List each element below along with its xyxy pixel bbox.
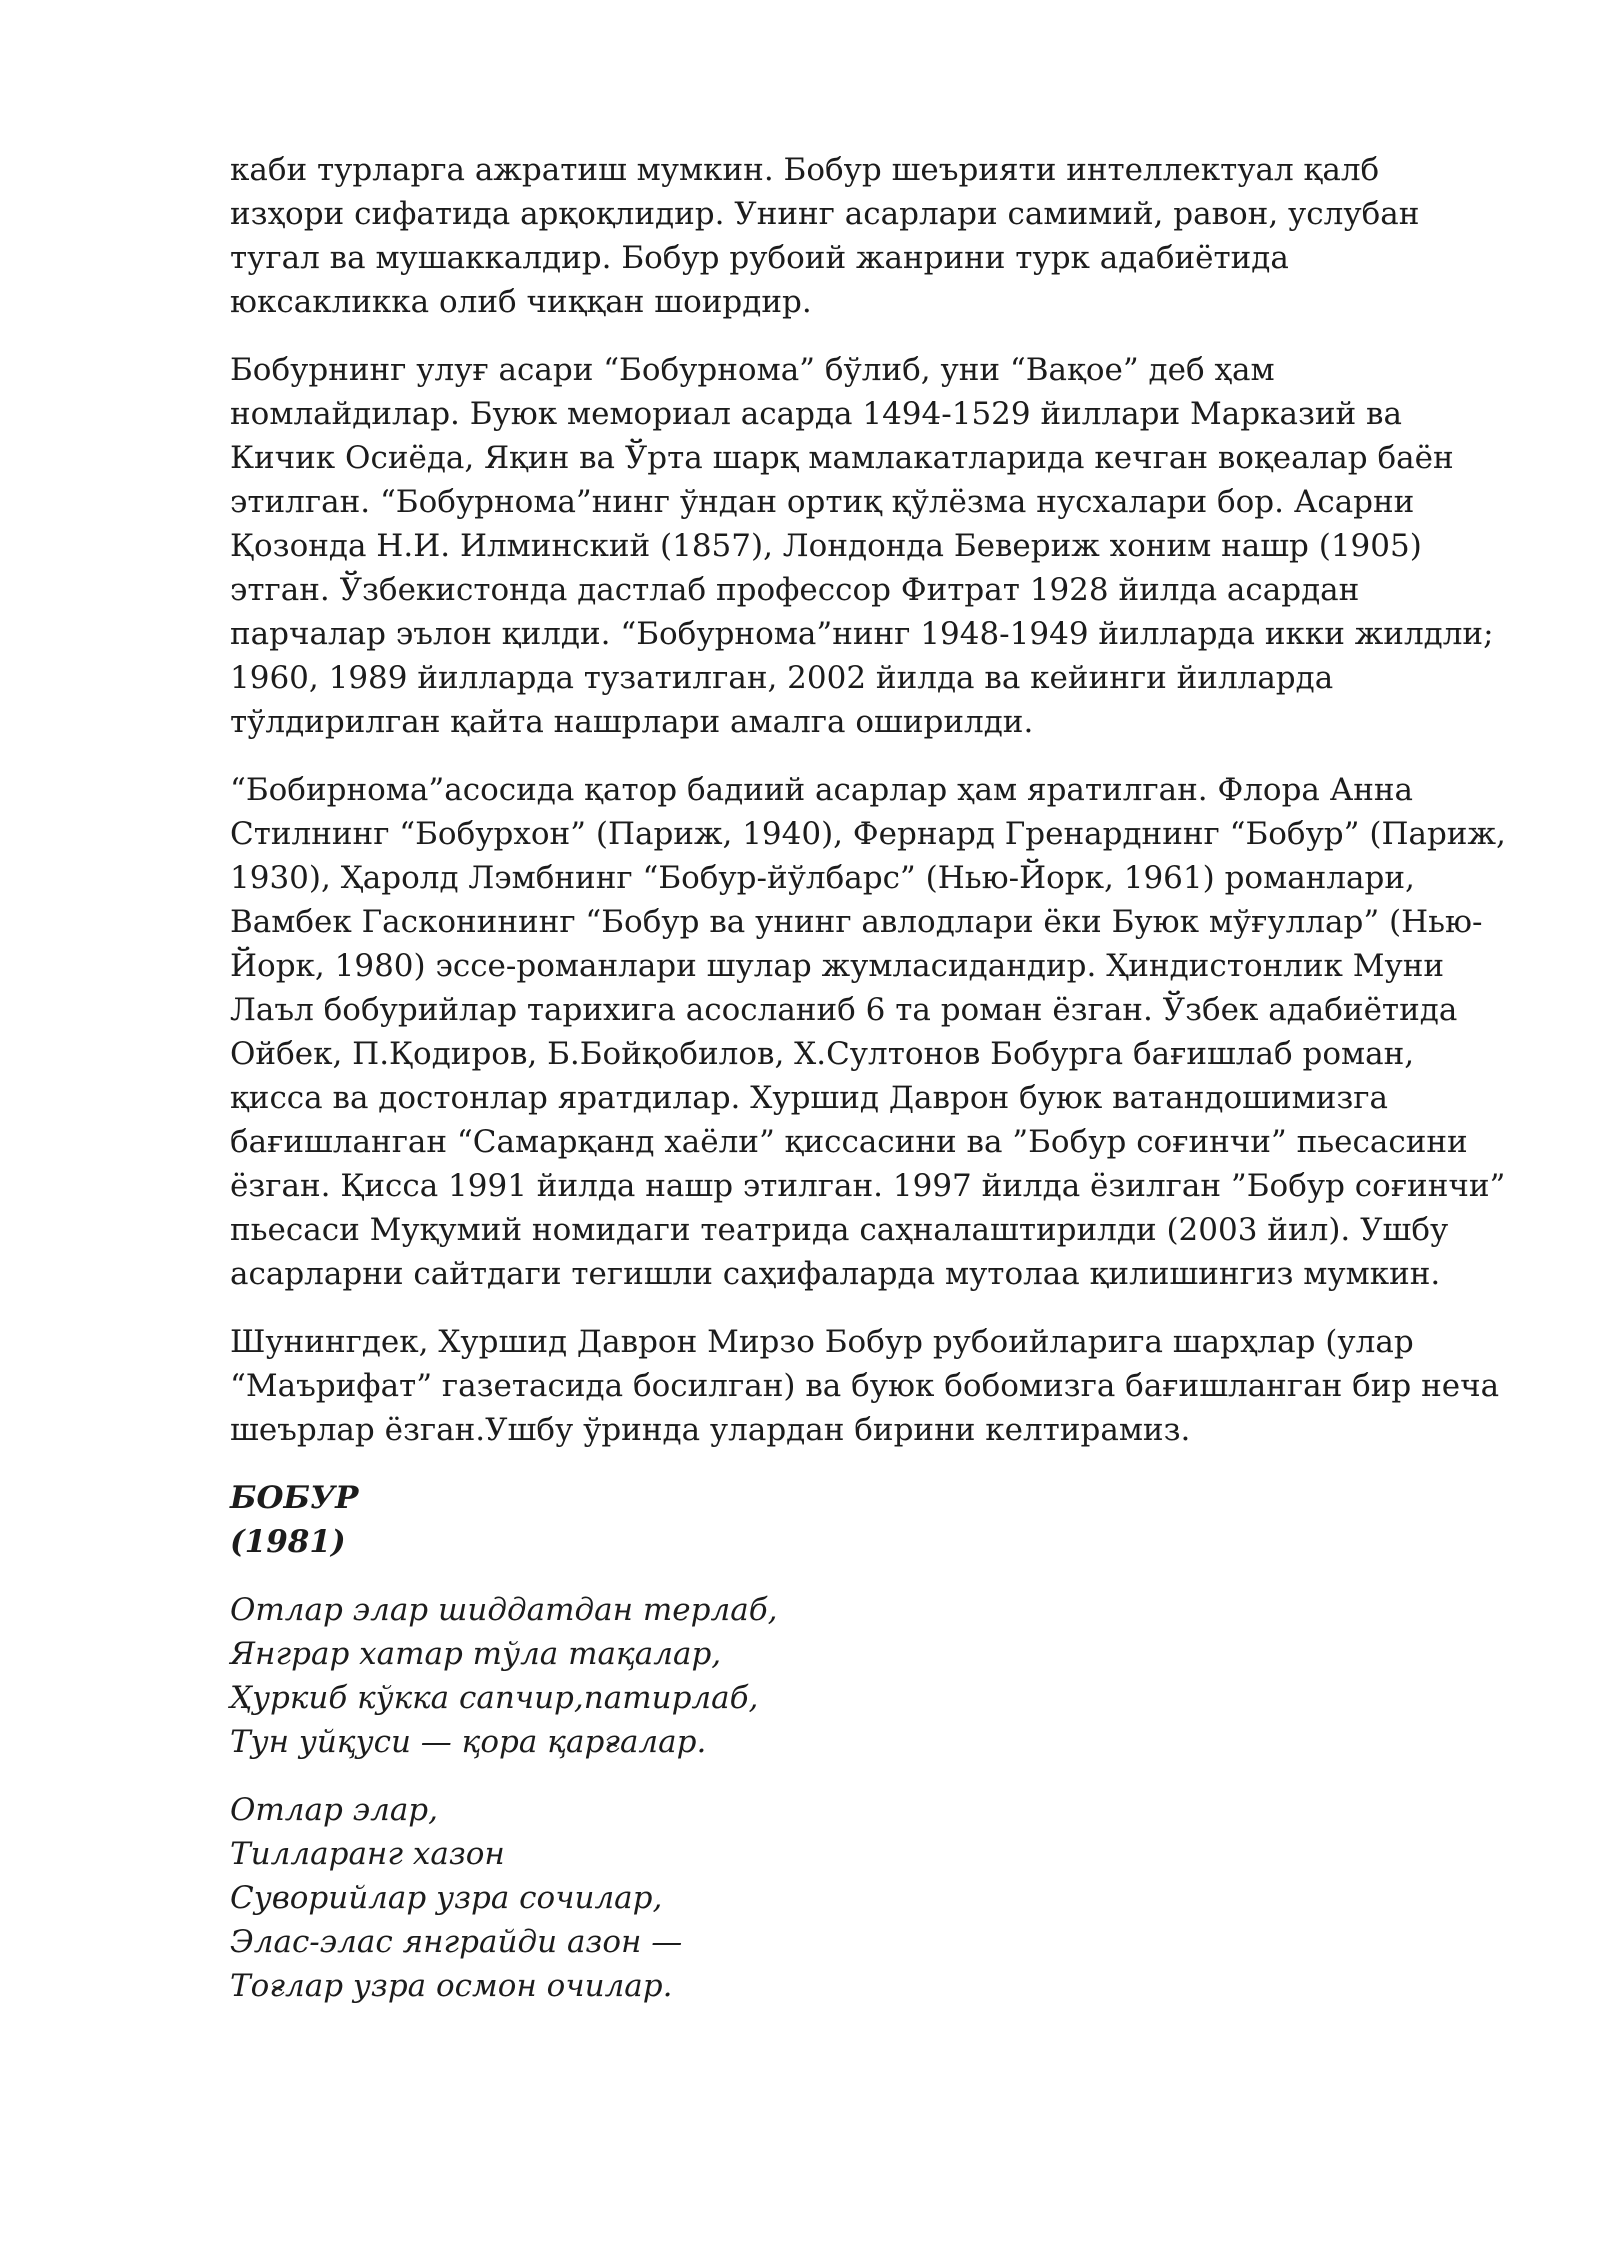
poem-line: Суворийлар узра сочилар, — [230, 1880, 663, 1916]
text-line: Қозонда Н.И. Илминский (1857), Лондонда Бевериж хоним нашр (1905) — [230, 528, 1422, 564]
text-line: Ойбек, П.Қодиров, Б.Бойқобилов, Х.Султонов Бобурга бағишлаб роман, — [230, 1036, 1415, 1072]
poem-line: Тун уйқуси — қора қарғалар. — [230, 1724, 707, 1760]
poem-stanza-2 — [230, 1788, 1490, 2008]
text-line: асарларни сайтдаги тегишли саҳифаларда мутолаа қилишингиз мумкин. — [230, 1256, 1441, 1292]
text-line: парчалар эълон қилди. “Бобурнома”нинг 1948-1949 йилларда икки жилдли; — [230, 616, 1494, 652]
poem-line: Ҳуркиб кўкка сапчир,патирлаб, — [230, 1680, 759, 1716]
text-line: тугал ва мушаккалдир. Бобур рубоий жанрини турк адабиётида — [230, 240, 1289, 276]
poem-line: Тоғлар узра осмон очилар. — [230, 1968, 673, 2004]
poem-stanza-1 — [230, 1588, 1490, 1764]
text-line: изҳори сифатида арқоқлидир. Унинг асарлари самимий, равон, услубан — [230, 196, 1420, 232]
text-line: шеърлар ёзган.Ушбу ўринда улардан бирини келтирамиз. — [230, 1412, 1191, 1448]
paragraph-4 — [230, 1320, 1500, 1452]
text-line: Стилнинг “Бобурхон” (Париж, 1940), Фернард Гренарднинг “Бобур” (Париж, — [230, 816, 1506, 852]
text-line: юксакликка олиб чиққан шоирдир. — [230, 284, 812, 320]
poem-year: (1981) — [230, 1524, 346, 1560]
text-line: Кичик Осиёда, Яқин ва Ўрта шарқ мамлакатларида кечган воқеалар баён — [230, 440, 1454, 476]
text-line: Бобурнинг улуғ асари “Бобурнома” бўлиб, уни “Вақое” деб ҳам — [230, 352, 1275, 388]
text-line: каби турларга ажратиш мумкин. Бобур шеърияти интеллектуал қалб — [230, 152, 1380, 188]
text-line: ёзган. Қисса 1991 йилда нашр этилган. 1997 йилда ёзилган ”Бобур соғинчи” — [230, 1168, 1506, 1204]
text-line: бағишланган “Самарқанд хаёли” қиссасини ва ”Бобур соғинчи” пьесасини — [230, 1124, 1468, 1160]
poem-line: Элас-элас янграйди азон — — [230, 1924, 683, 1960]
poem-line: Отлар элар шиддатдан терлаб, — [230, 1592, 778, 1628]
text-line: тўлдирилган қайта нашрлари амалга оширилди. — [230, 704, 1034, 740]
text-line: “Маърифат” газетасида босилган) ва буюк бобомизга бағишланган бир неча — [230, 1368, 1500, 1404]
paragraph-1 — [230, 148, 1490, 324]
text-line: номлайдилар. Буюк мемориал асарда 1494-1529 йиллари Марказий ва — [230, 396, 1402, 432]
text-line: Йорк, 1980) эссе-романлари шулар жумласидандир. Ҳиндистонлик Муни — [230, 948, 1445, 984]
paragraph-2 — [230, 348, 1494, 744]
text-line: Шунингдек, Хуршид Даврон Мирзо Бобур рубоийларига шарҳлар (улар — [230, 1324, 1414, 1360]
poem-line: Отлар элар, — [230, 1792, 439, 1828]
text-line: 1930), Ҳаролд Лэмбнинг “Бобур-йўлбарс” (Нью-Йорк, 1961) романлари, — [230, 860, 1415, 896]
text-line: Вамбек Гасконининг “Бобур ва унинг авлодлари ёки Буюк мўғуллар” (Нью- — [230, 904, 1483, 940]
text-line: “Бобирнома”асосида қатор бадиий асарлар ҳам яратилган. Флора Анна — [230, 772, 1414, 808]
poem-heading — [230, 1476, 1490, 1564]
text-line: этган. Ўзбекистонда дастлаб профессор Фитрат 1928 йилда асардан — [230, 572, 1360, 608]
text-line: этилган. “Бобурнома”нинг ўндан ортиқ қўлёзма нусхалари бор. Асарни — [230, 484, 1415, 520]
poem-line: Тилларанг хазон — [230, 1836, 505, 1872]
text-line: қисса ва достонлар яратдилар. Хуршид Даврон буюк ватандошимизга — [230, 1080, 1388, 1116]
text-line: пьесаси Муқумий номидаги театрида саҳналаштирилди (2003 йил). Ушбу — [230, 1212, 1449, 1248]
paragraph-3 — [230, 768, 1506, 1296]
text-line: 1960, 1989 йилларда тузатилган, 2002 йилда ва кейинги йилларда — [230, 660, 1334, 696]
text-line: Лаъл бобурийлар тарихига асосланиб 6 та роман ёзган. Ўзбек адабиётида — [230, 992, 1458, 1028]
poem-title: БОБУР — [230, 1480, 359, 1516]
poem-line: Янграр хатар тўла тақалар, — [230, 1636, 722, 1672]
